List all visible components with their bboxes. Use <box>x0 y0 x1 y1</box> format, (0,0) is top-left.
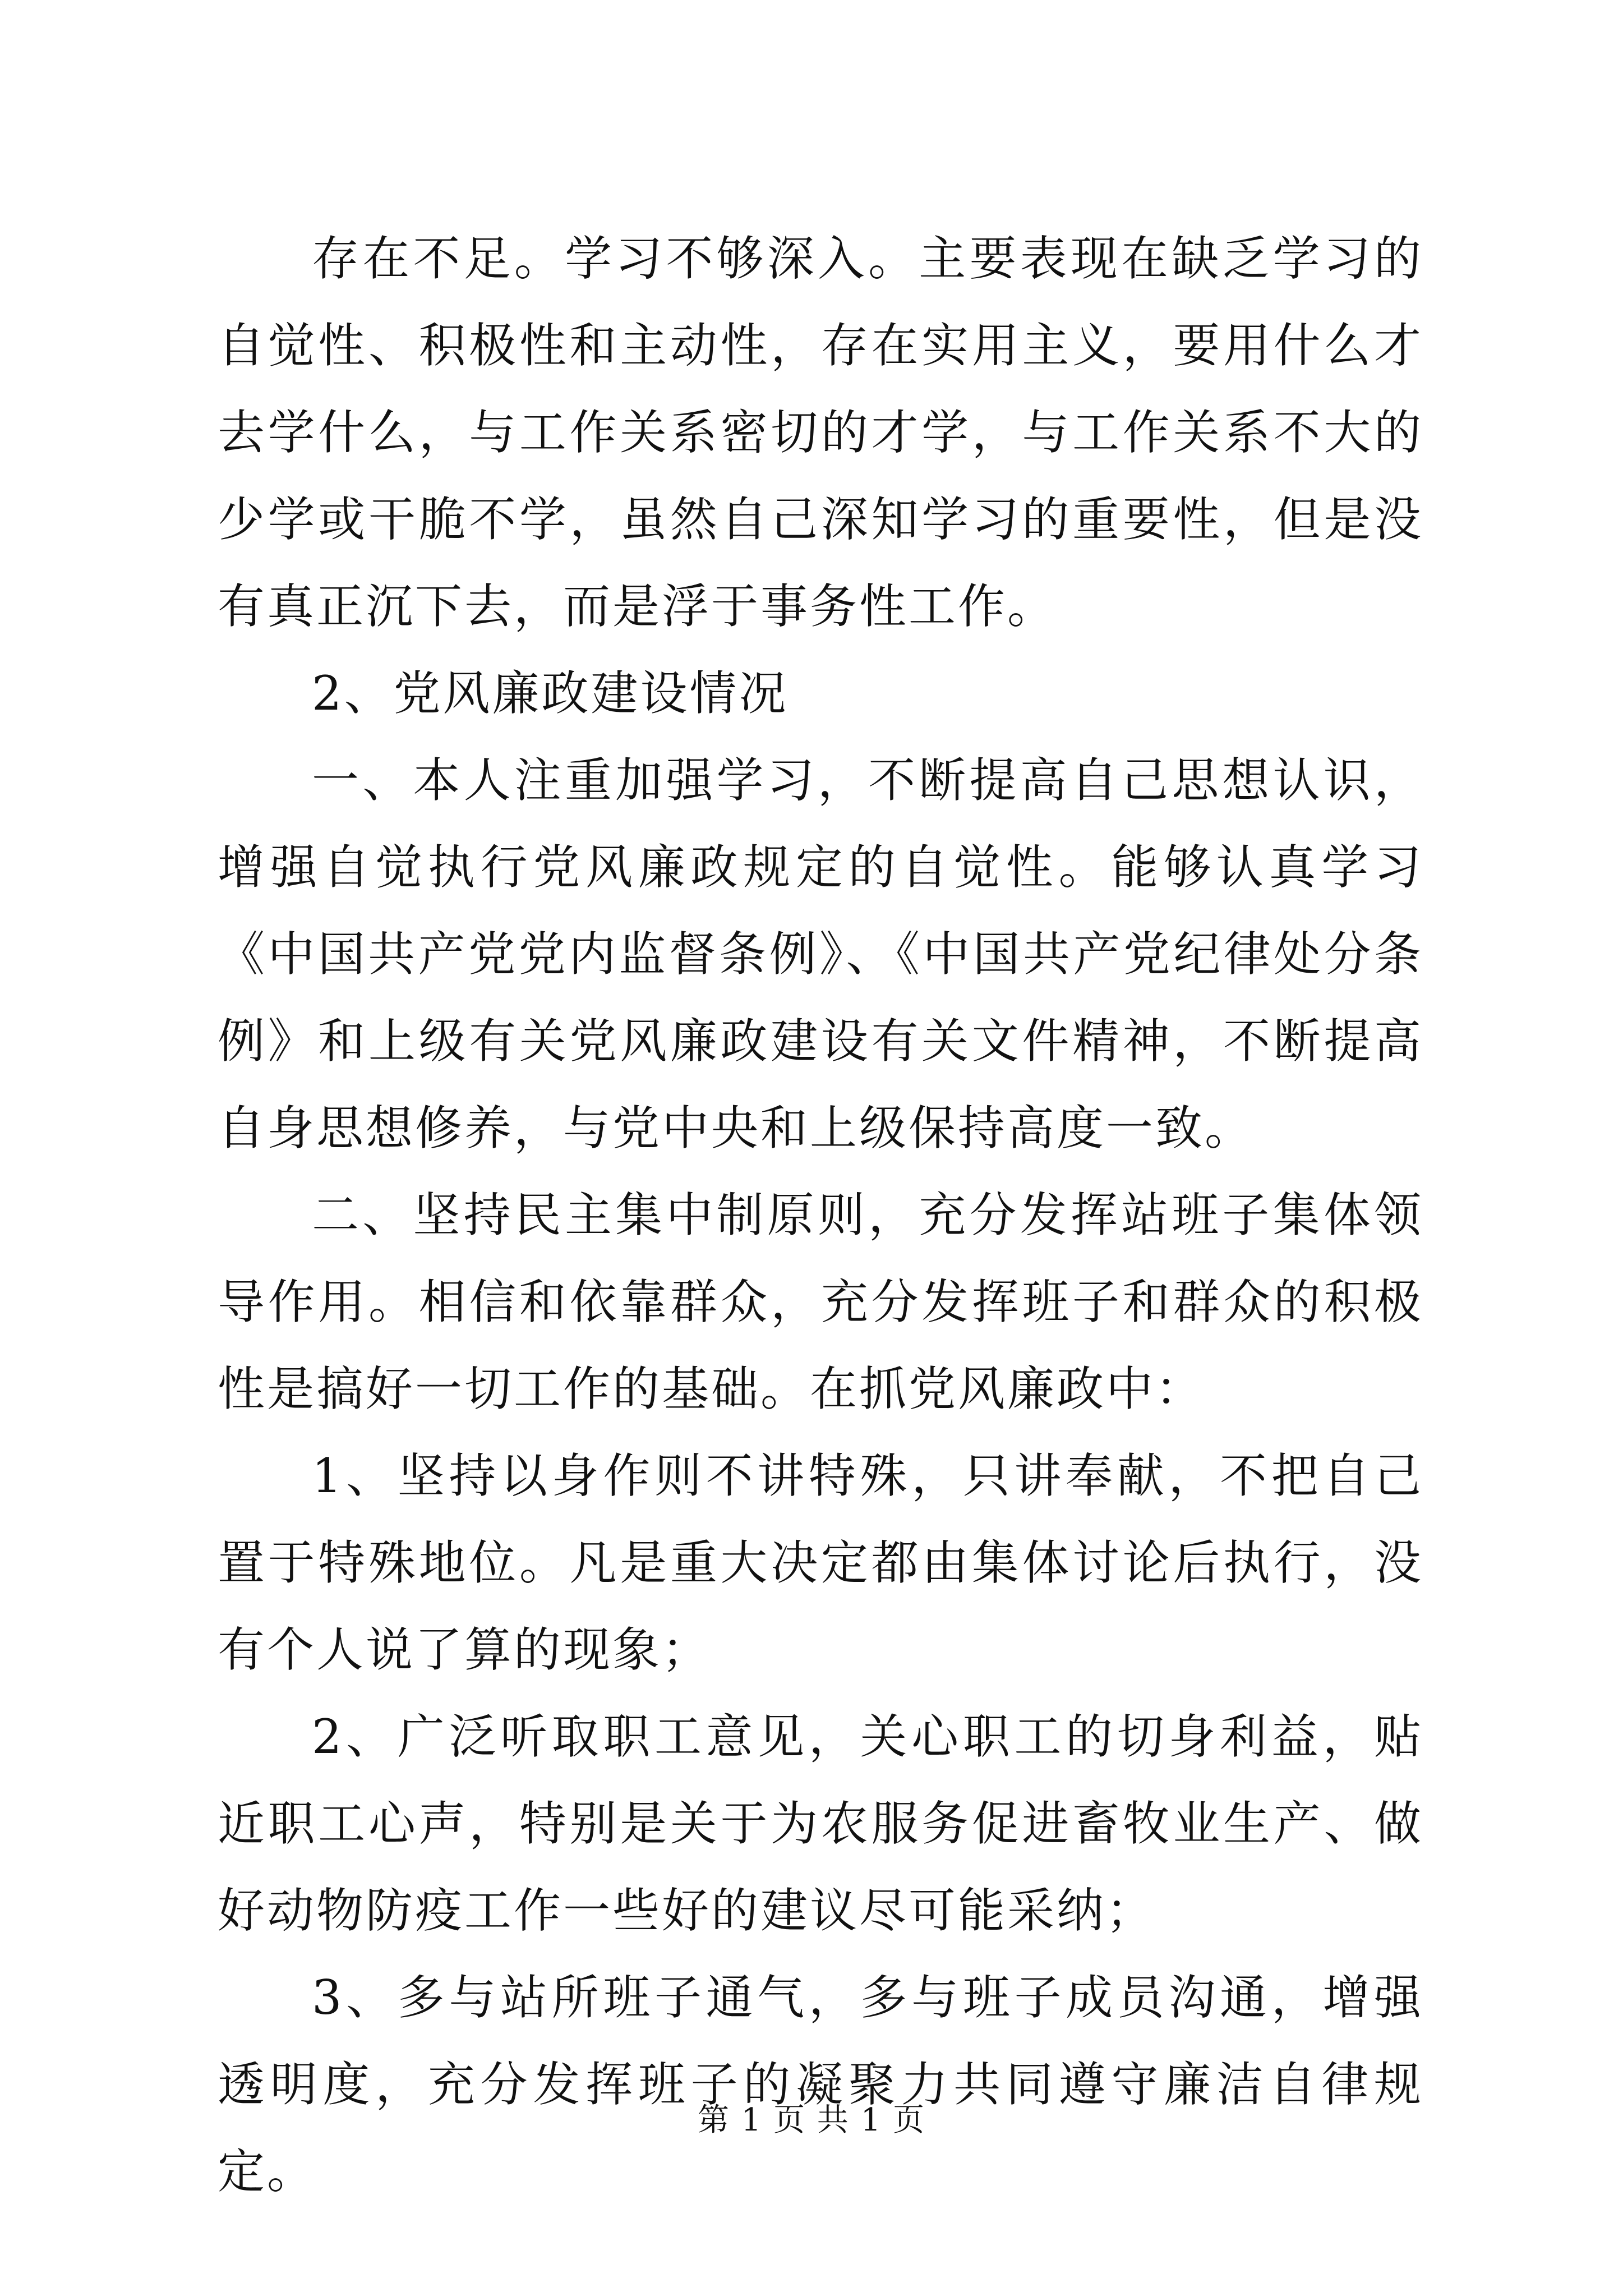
document-body <box>218 215 1423 2215</box>
list-item-3: 3、多与站所班子通气，多与班子成员沟通，增强透明度，充分发挥班子的凝聚力共同遵守廉洁自律规定。 <box>218 1970 1423 2199</box>
list-item-1: 1、坚持以身作则不讲特殊，只讲奉献，不把自己置于特殊地位。凡是重大决定都由集体讨论后执行，没有个人说了算的现象； <box>218 1448 1423 1677</box>
paragraph-point-one: 一、本人注重加强学习，不断提高自己思想认识，增强自觉执行党风廉政规定的自觉性。能够认真学习《中国共产党党内监督条例》、《中国共产党纪律处分条例》和上级有关党风廉政建设有关文件精神，不断提高自身思想修养，与党中央和上级保持高度一致。 <box>218 753 1423 1156</box>
list-item-2: 2、广泛听取职工意见，关心职工的切身利益，贴近职工心声，特别是关于为农服务促进畜牧业生产、做好动物防疫工作一些好的建议尽可能采纳； <box>218 1709 1423 1938</box>
paragraph-study-shortcomings: 存在不足。学习不够深入。主要表现在缺乏学习的自觉性、积极性和主动性，存在实用主义，要用什么才去学什么，与工作关系密切的才学，与工作关系不大的少学或干脆不学，虽然自己深知学习的重要性，但是没有真正沉下去，而是浮于事务性工作。 <box>218 231 1423 634</box>
section-heading-party-conduct: 2、党风廉政建设情况 <box>312 666 789 721</box>
paragraph-point-two: 二、坚持民主集中制原则，充分发挥站班子集体领导作用。相信和依靠群众，充分发挥班子和群众的积极性是搞好一切工作的基础。在抓党风廉政中： <box>218 1188 1423 1416</box>
page-footer: 第 1 页 共 1 页 <box>697 2102 926 2138</box>
